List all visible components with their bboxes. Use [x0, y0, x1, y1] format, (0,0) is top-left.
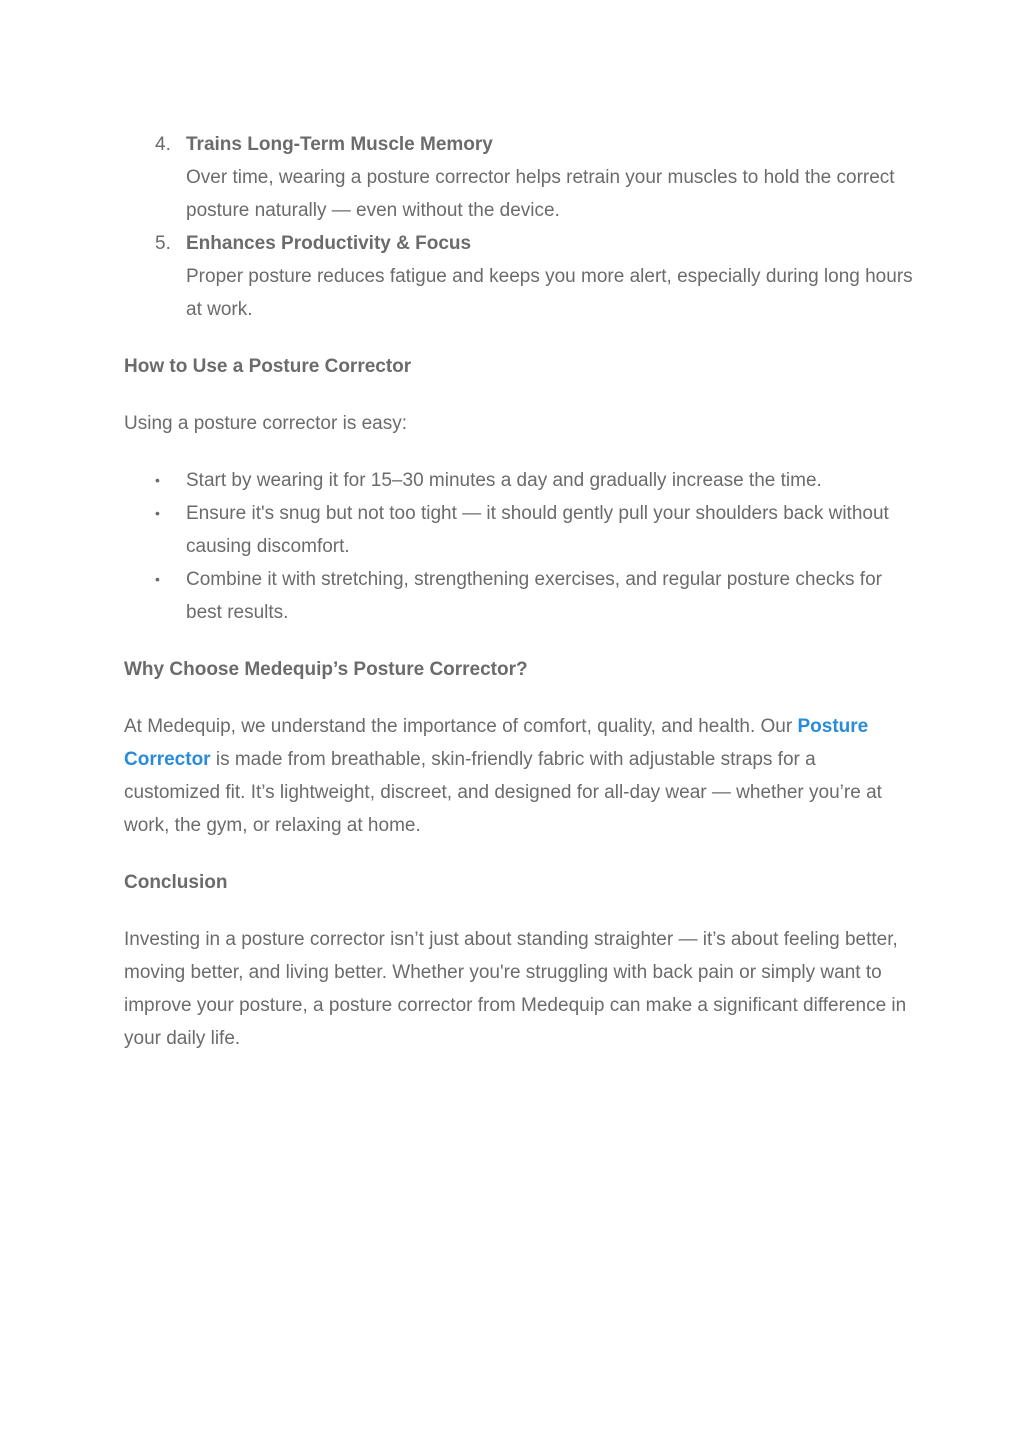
posture-corrector-link[interactable]: Posture Corrector — [124, 716, 869, 770]
list-number: 5. — [155, 233, 171, 254]
how-to-heading: How to Use a Posture Corrector — [124, 356, 412, 377]
bullet-icon: • — [155, 571, 160, 587]
tip-text: Combine it with stretching, strengthening exercises, and regular posture checks for best results. — [186, 569, 882, 623]
benefit-text: Over time, wearing a posture corrector helps retrain your muscles to hold the correct posture naturally — even without the device. — [186, 167, 895, 221]
why-choose-heading: Why Choose Medequip’s Posture Corrector? — [124, 659, 528, 680]
benefit-title: Trains Long-Term Muscle Memory — [186, 134, 493, 155]
list-number: 4. — [155, 134, 171, 155]
why-choose-paragraph — [124, 710, 914, 842]
tips-list — [124, 464, 914, 629]
list-item — [124, 563, 914, 629]
paragraph-text: At Medequip, we understand the importance of comfort, quality, and health. Our — [124, 716, 798, 737]
bullet-icon: • — [155, 505, 160, 521]
bullet-icon: • — [155, 472, 160, 488]
benefits-list — [124, 128, 914, 326]
tip-text: Ensure it's snug but not too tight — it should gently pull your shoulders back without causing discomfort. — [186, 503, 889, 557]
benefit-text: Proper posture reduces fatigue and keeps you more alert, especially during long hours at work. — [186, 266, 913, 320]
document-content — [124, 128, 914, 1055]
conclusion-paragraph: Investing in a posture corrector isn’t just about standing straighter — it’s about feeling better, moving better, and living better. Whether you're struggling with back pain or simply want to improve your posture, a posture corrector from Medequip can make a significant difference in your daily life. — [124, 929, 907, 1049]
benefit-title: Enhances Productivity & Focus — [186, 233, 472, 254]
paragraph-text: is made from breathable, skin-friendly fabric with adjustable straps for a customized fit. It’s lightweight, discreet, and designed for all-day wear — whether you’re at work, the gym, or relaxing at home. — [124, 749, 882, 836]
list-item — [124, 128, 914, 227]
list-item — [124, 497, 914, 563]
conclusion-heading: Conclusion — [124, 872, 228, 893]
tip-text: Start by wearing it for 15–30 minutes a day and gradually increase the time. — [186, 470, 822, 491]
list-item — [124, 464, 914, 497]
how-to-intro: Using a posture corrector is easy: — [124, 413, 408, 434]
list-item — [124, 227, 914, 326]
